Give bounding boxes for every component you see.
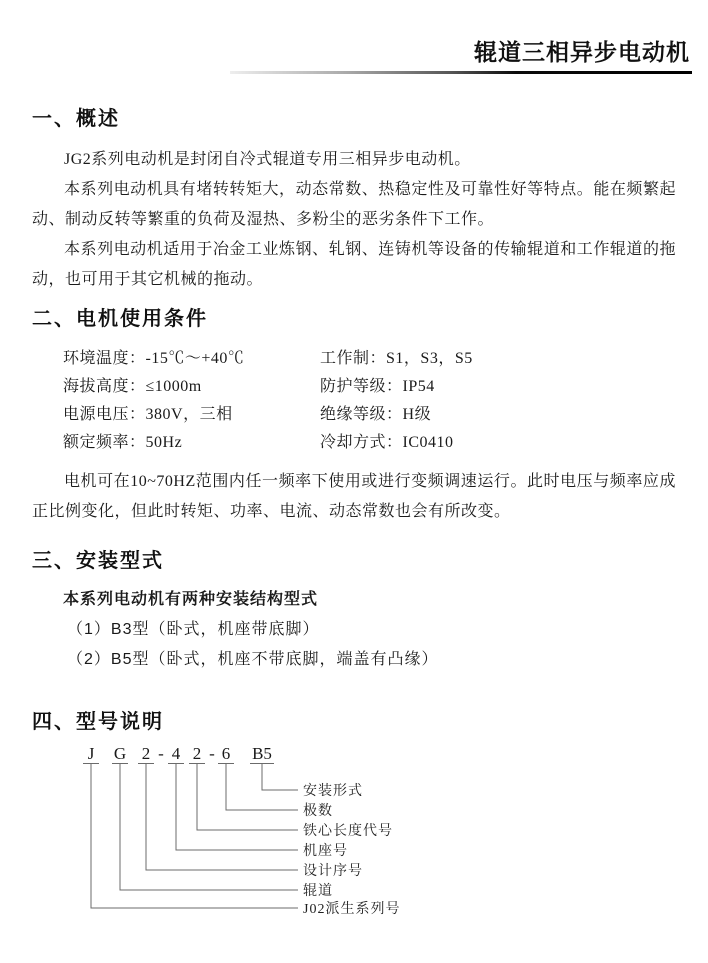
overview-paragraph-1: JG2系列电动机是封闭自冷式辊道专用三相异步电动机。 xyxy=(64,151,471,168)
spec-cooling-method xyxy=(320,429,676,457)
model-code-char-2a: 2 xyxy=(141,744,151,763)
section-conditions xyxy=(32,302,676,527)
spec-duty-type xyxy=(320,345,676,373)
model-heading: 四、型号说明 xyxy=(32,711,164,733)
connector-derived-series xyxy=(91,764,298,908)
page-title: 辊道三相异步电动机 xyxy=(474,39,690,65)
model-code-diagram xyxy=(0,742,708,942)
spec-label: 海拔高度： xyxy=(63,378,146,395)
overview-paragraph-3: 本系列电动机适用于冶金工业炼钢、轧钢、连铸机等设备的传输辊道和工作辊道的拖动，也可用于其它机械的拖动。 xyxy=(32,241,676,288)
spec-value: S1，S3，S5 xyxy=(386,350,473,367)
installation-item-b3: （1）B3型（卧式，机座带底脚） xyxy=(67,621,320,638)
model-code-char-g: G xyxy=(113,744,127,763)
spec-value: 380V，三相 xyxy=(145,406,233,423)
connector-roller-table xyxy=(120,764,298,890)
connector-core-length-code xyxy=(197,764,298,830)
model-code-dash-2: - xyxy=(209,744,215,763)
spec-label: 环境温度： xyxy=(63,350,146,367)
label-design-serial: 设计序号 xyxy=(303,864,363,879)
installation-heading: 三、安装型式 xyxy=(32,550,164,572)
spec-supply-voltage xyxy=(63,401,320,429)
spec-value: ≤1000m xyxy=(145,378,202,395)
conditions-spec-list xyxy=(63,345,676,457)
spec-row xyxy=(63,373,676,401)
spec-value: -15℃～+40℃ xyxy=(145,350,245,367)
spec-row xyxy=(63,429,676,457)
spec-label: 冷却方式： xyxy=(320,434,403,451)
overview-paragraphs xyxy=(32,145,676,295)
spec-label: 工作制： xyxy=(320,350,387,367)
header-divider xyxy=(230,71,692,74)
spec-value: IC0410 xyxy=(402,434,454,451)
connector-frame-number xyxy=(176,764,298,850)
model-code-char-4: 4 xyxy=(171,744,181,763)
model-code-char-j: J xyxy=(87,744,95,763)
spec-value: 50Hz xyxy=(145,434,183,451)
spec-rated-frequency xyxy=(63,429,320,457)
section-overview xyxy=(32,102,676,295)
spec-insulation-class xyxy=(320,401,676,429)
label-core-length-code: 铁心长度代号 xyxy=(303,824,393,839)
label-mounting-form: 安装形式 xyxy=(303,784,363,799)
installation-item-b5: （2）B5型（卧式，机座不带底脚，端盖有凸缘） xyxy=(67,651,439,668)
spec-row xyxy=(63,401,676,429)
label-pole-count: 极数 xyxy=(303,804,333,819)
conditions-heading: 二、电机使用条件 xyxy=(32,308,208,330)
installation-intro: 本系列电动机有两种安装结构型式 xyxy=(63,591,319,608)
spec-value: IP54 xyxy=(402,378,435,395)
overview-paragraph-2: 本系列电动机具有堵转转矩大，动态常数、热稳定性及可靠性好等特点。能在频繁起动、制动反转等繁重的负荷及湿热、多粉尘的恶劣条件下工作。 xyxy=(32,181,676,228)
section-installation xyxy=(32,544,676,675)
spec-protection-class xyxy=(320,373,676,401)
spec-value: H级 xyxy=(402,406,432,423)
section-model xyxy=(32,705,676,734)
spec-label: 电源电压： xyxy=(63,406,146,423)
model-code-char-2b: 2 xyxy=(192,744,202,763)
spec-label: 防护等级： xyxy=(320,378,403,395)
model-code-char-6: 6 xyxy=(221,744,231,763)
label-derived-series: J02派生系列号 xyxy=(303,902,401,917)
spec-label: 额定频率： xyxy=(63,434,146,451)
installation-list xyxy=(63,585,676,675)
connector-design-serial xyxy=(146,764,298,870)
model-code-dash-1: - xyxy=(158,744,164,763)
overview-heading: 一、概述 xyxy=(32,108,120,130)
spec-label: 绝缘等级： xyxy=(320,406,403,423)
label-frame-number: 机座号 xyxy=(303,844,348,859)
spec-row xyxy=(63,345,676,373)
connector-mounting-form xyxy=(262,764,298,790)
label-roller-table: 辊道 xyxy=(303,884,333,899)
conditions-note: 电机可在10~70HZ范围内任一频率下使用或进行变频调速运行。此时电压与频率应成正比例变化，但此时转矩、功率、电流、动态常数也会有所改变。 xyxy=(32,473,676,520)
spec-ambient-temperature xyxy=(63,345,320,373)
model-code-char-b5: B5 xyxy=(252,744,272,763)
spec-altitude xyxy=(63,373,320,401)
